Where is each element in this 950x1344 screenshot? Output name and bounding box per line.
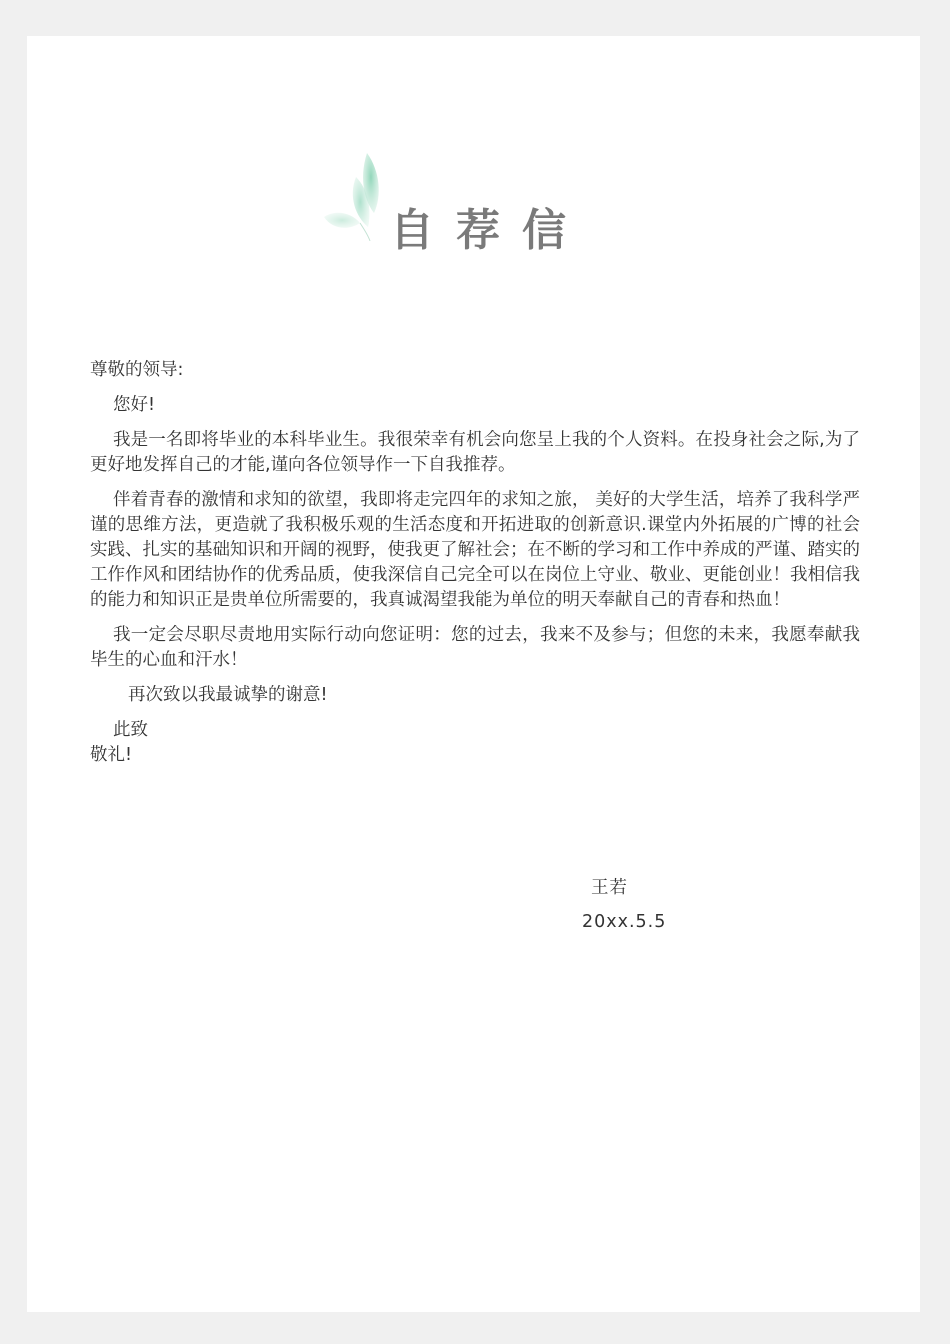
paragraph-intro: 我是一名即将毕业的本科毕业生。我很荣幸有机会向您呈上我的个人资料。在投身社会之际,为了更好地发挥自己的才能,谨向各位领导作一下自我推荐。 xyxy=(90,430,860,475)
closing-line-1: 此致 xyxy=(113,720,148,740)
signature-date: 20xx.5.5 xyxy=(582,912,667,932)
leaves-icon xyxy=(322,151,382,241)
thanks-line: 再次致以我最诚挚的谢意! xyxy=(128,685,328,705)
letter-page xyxy=(27,36,920,1312)
signature-name: 王若 xyxy=(591,878,628,898)
title-block xyxy=(322,151,642,261)
letter-body xyxy=(90,358,860,768)
salutation: 尊敬的领导: xyxy=(90,360,184,380)
closing-line-2: 敬礼! xyxy=(90,745,133,765)
paragraph-commitment: 我一定会尽职尽责地用实际行动向您证明：您的过去，我来不及参与；但您的未来，我愿奉献我毕生的心血和汗水！ xyxy=(90,625,860,670)
greeting: 您好! xyxy=(113,395,156,415)
letter-title: 自荐信 xyxy=(390,205,588,256)
paragraph-experience: 伴着青春的激情和求知的欲望，我即将走完四年的求知之旅， 美好的大学生活，培养了我科学严谨的思维方法，更造就了我积极乐观的生活态度和开拓进取的创新意识.课堂内外拓展的广博的社会实践、扎实的基础知识和开阔的视野，使我更了解社会；在不断的学习和工作中养成的严谨、踏实的工作作风和团结协作的优秀品质，使我深信自己完全可以在岗位上守业、敬业、更能创业！我相信我的能力和知识正是贵单位所需要的，我真诚渴望我能为单位的明天奉献自己的青春和热血！ xyxy=(90,490,860,610)
